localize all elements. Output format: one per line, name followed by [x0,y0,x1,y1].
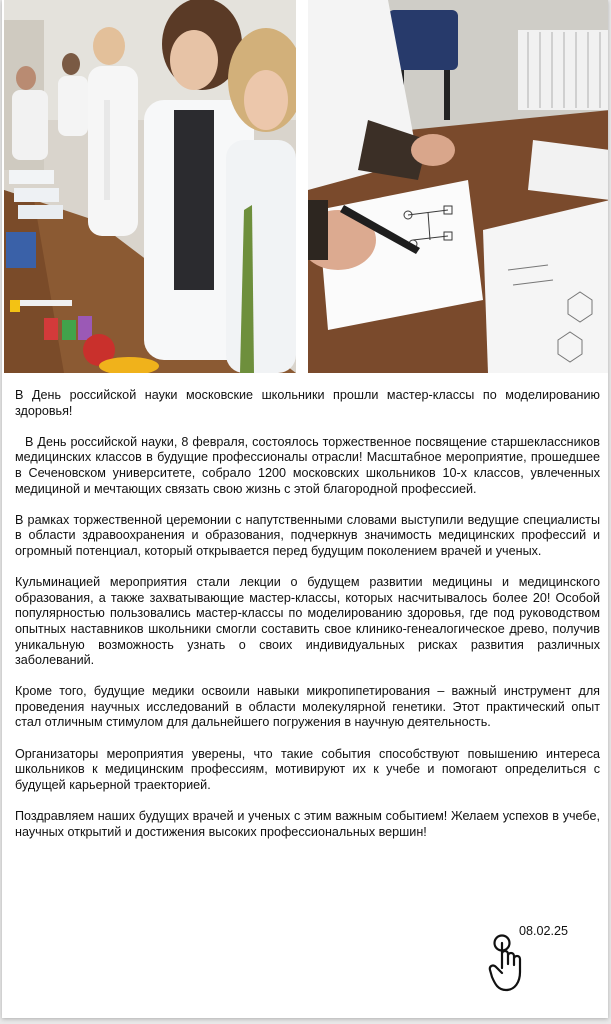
publish-date: 08.02.25 [519,924,569,938]
students-pipetting-photo [4,0,296,373]
article-paragraph: В рамках торжественной церемонии с напутственными словами выступили ведущие специалисты в области здравоохранения и образования, подчеркнув значимость медицинских профессий и огромный потенциал, который открывается перед будущим поколением врачей и ученых. [15,512,600,558]
photo-row [4,0,608,373]
article-paragraph: Поздравляем наших будущих врачей и ученых с этим важным событием! Желаем успехов в учебе, научных открытий и достижения высоких профессиональных вершин! [15,809,600,839]
students-pipetting-image [4,0,296,373]
article-paragraph: Организаторы мероприятия уверены, что такие события способствуют повышению интереса школьников к медицинским профессиям, мотивируют их к учебе и помогают определиться с будущей карьерной траекторией. [15,746,600,792]
drawing-genealogy-tree-photo [308,0,608,373]
article-paragraph: В День российской науки, 8 февраля, состоялось торжественное посвящение старшеклассников медицинских классов в будущие профессионалы отрасли! Масштабное мероприятие, прошедшее в Сеченовском университете, собрало 1200 московских школьников 10-х классов, увлеченных медициной и мечтающих связать свою жизнь с этой благородной профессией. [15,434,600,496]
article-footer [2,915,608,1005]
pointing-hand-icon[interactable] [488,932,528,994]
article-body [15,388,600,856]
drawing-genealogy-tree-image [308,0,608,373]
news-card [2,0,608,1018]
article-paragraph: Кроме того, будущие медики освоили навыки микропипетирования – важный инструмент для проведения научных исследований в области молекулярной генетики. Этот практический опыт стал отличным стимулом для дальнейшего погружения в научную деятельность. [15,684,600,730]
article-paragraph: Кульминацией мероприятия стали лекции о будущем развитии медицины и медицинского образования, а также захватывающие мастер-классы, которых насчитывалось более 20! Особой популярностью пользовались мастер-классы по моделированию здоровья, где под руководством опытных наставников школьники смогли составить свое клинико-генеалогическое древо, получив уникальную возможность узнать о своих индивидуальных рисках развития различных заболеваний. [15,575,600,668]
article-headline: В День российской науки московские школьники прошли мастер-классы по моделированию здоровья! [15,388,600,418]
